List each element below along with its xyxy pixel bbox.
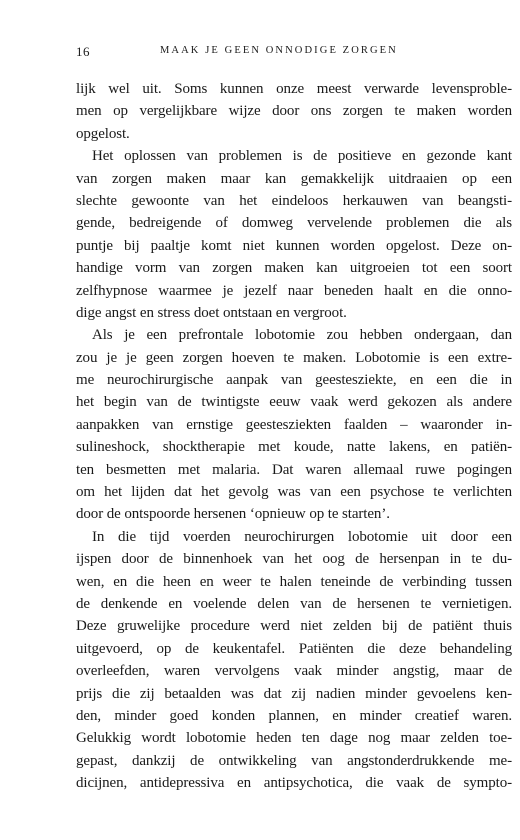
text-line: gende, bedreigende of domweg vervelende problemen die als [76, 215, 512, 232]
text-line: zelfhypnose waarmee je jezelf naar beneden haalt en die onno- [76, 282, 512, 299]
text-line: ten besmetten met malaria. Dat waren allemaal ruwe pogingen [76, 461, 512, 478]
text-line: Deze gruwelijke procedure werd niet zelden bij de patiënt thuis [76, 618, 512, 635]
text-line: Als je een prefrontale lobotomie zou hebben ondergaan, dan [92, 327, 512, 344]
text-line: sulineshock, shocktherapie met koude, natte lakens, en patiën- [76, 439, 512, 456]
text-line: slechte gewoonte van het eindeloos herkauwen van beangsti- [76, 192, 512, 209]
text-line: overleefden, waren vervolgens vaak minder angstig, maar de [76, 663, 512, 680]
text-line: om het lijden dat het gevolg was van een psychose te verlichten [76, 484, 512, 501]
text-line: prijs die zij betaalden was dat zij nadien minder gevoelens ken- [76, 685, 512, 702]
text-line: me neurochirurgische aanpak van geestesziekte, en een die in [76, 372, 512, 389]
paragraph [76, 145, 512, 324]
body-text [76, 78, 512, 795]
text-line: de denkende en voelende delen van de hersenen te vernietigen. [76, 595, 512, 612]
text-line: het begin van de twintigste eeuw vaak werd gekozen als andere [76, 394, 512, 411]
text-line: opgelost. [76, 125, 130, 142]
text-line: aanpakken van ernstige geestesziekten faalden – waaronder in- [76, 416, 512, 433]
paragraph [76, 324, 512, 526]
paragraph [76, 526, 512, 795]
text-line: dige angst en stress doet ontstaan en vergroot. [76, 304, 347, 321]
text-line: handige vorm van zorgen maken kan uitgroeien tot een soort [76, 260, 512, 277]
text-line: wen, en die heen en weer te halen teneinde de verbinding tussen [76, 573, 512, 590]
text-line: In die tijd voerden neurochirurgen lobotomie uit door een [92, 528, 512, 545]
text-line: Gelukkig wordt lobotomie heden ten dage nog maar zelden toe- [76, 730, 512, 747]
text-line: uitgevoerd, op de keukentafel. Patiënten die deze behandeling [76, 640, 512, 657]
page-number: 16 [76, 44, 90, 59]
text-line: den, minder goed konden plannen, en minder creatief waren. [76, 707, 512, 724]
text-line: men op vergelijkbare wijze door ons zorgen te maken worden [76, 103, 512, 120]
chapter-title: MAAK JE GEEN ONNODIGE ZORGEN [160, 45, 398, 56]
paragraph [76, 78, 512, 145]
text-line: Het oplossen van problemen is de positieve en gezonde kant [92, 148, 512, 165]
text-line: zou je je geen zorgen hoeven te maken. Lobotomie is een extre- [76, 349, 512, 366]
text-line: van zorgen maken maar kan gemakkelijk uitdraaien op een [76, 170, 512, 187]
text-line: lijk wel uit. Soms kunnen onze meest verwarde levensproble- [76, 81, 512, 97]
text-line: puntje bij paaltje komt niet kunnen worden opgelost. Deze on- [76, 237, 512, 254]
running-head [76, 44, 512, 62]
text-line: dicijnen, antidepressiva en antipsychotica, die vaak de sympto- [76, 775, 512, 792]
text-line: door de ontspoorde hersenen ‘opnieuw op te starten’. [76, 506, 390, 523]
text-line: ijspen door de binnenhoek van het oog de hersenpan in te du- [76, 551, 512, 568]
text-line: gepast, dankzij de ontwikkeling van angstonderdrukkende me- [76, 752, 512, 769]
